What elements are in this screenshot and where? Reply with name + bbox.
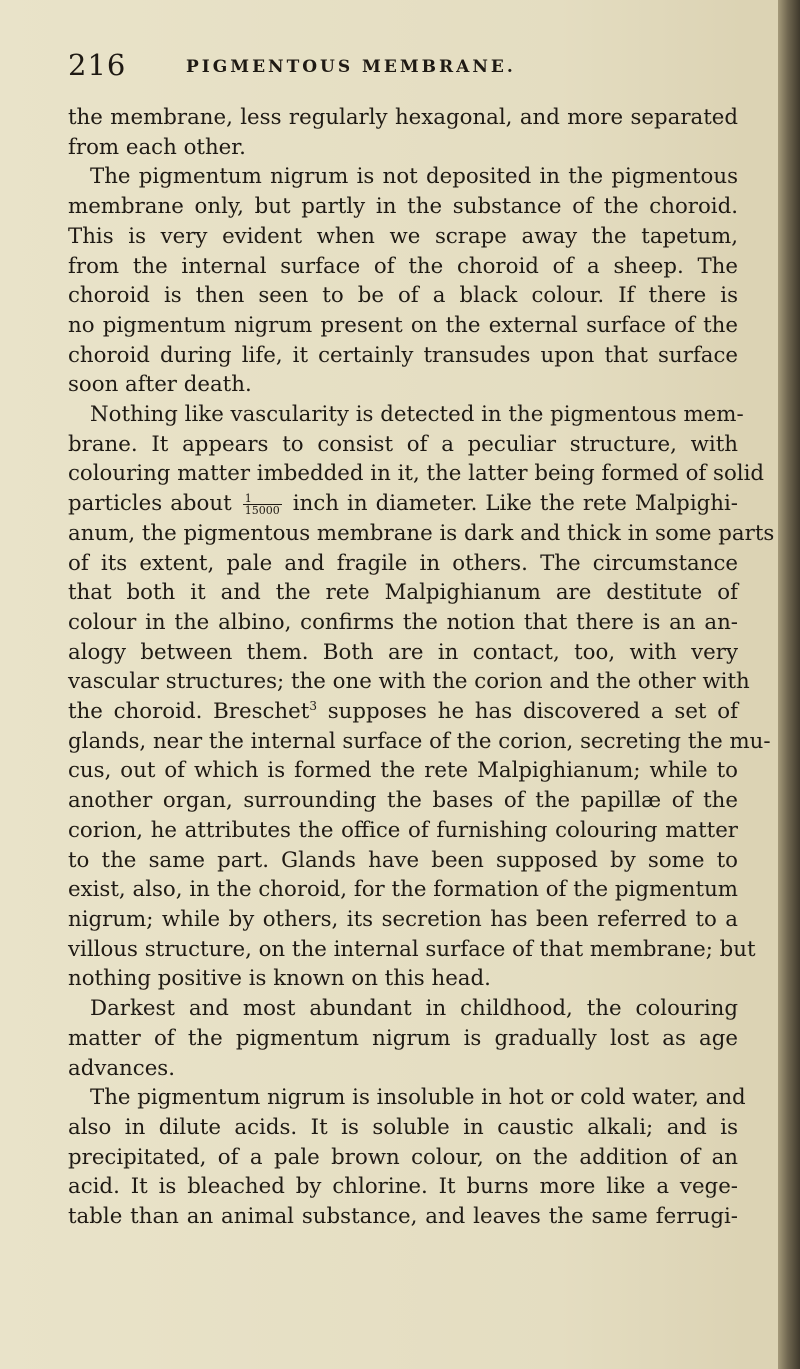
line-text: from each other. xyxy=(68,134,246,160)
text-line xyxy=(68,489,738,519)
text-line xyxy=(68,727,771,757)
text-line xyxy=(68,341,738,371)
text-line xyxy=(68,994,738,1024)
line-text: table than an animal substance, and leaves the same ferrugi- xyxy=(68,1204,738,1230)
fraction-denominator: 15000 xyxy=(244,504,280,518)
text-line xyxy=(68,370,738,400)
text-line xyxy=(68,252,738,282)
text-line xyxy=(68,638,738,668)
line-text: colour in the albino, confirms the notion that there is an an- xyxy=(68,609,738,635)
text-line xyxy=(68,549,738,579)
text-line xyxy=(68,756,738,786)
line-text: exist, also, in the choroid, for the formation of the pigmentum xyxy=(68,877,738,903)
text-line xyxy=(68,1143,738,1173)
text-line xyxy=(68,459,765,489)
text-line xyxy=(68,667,750,697)
line-text: the membrane, less regularly hexagonal, and more separated xyxy=(68,105,738,130)
line-text: colouring matter imbedded in it, the latter being formed of solid xyxy=(68,461,765,487)
page-header xyxy=(68,48,728,88)
text-line xyxy=(68,1113,738,1143)
line-text: cus, out of which is formed the rete Malpighianum; while to xyxy=(68,758,738,784)
text-line xyxy=(68,875,738,905)
text-line xyxy=(68,786,738,816)
text-line xyxy=(68,519,775,549)
text-line xyxy=(68,430,738,460)
line-text: from the internal surface of the choroid of a sheep. The xyxy=(68,253,738,279)
text-line xyxy=(68,964,738,994)
line-text: also in dilute acids. It is soluble in caustic alkali; and is xyxy=(68,1114,738,1140)
line-text: matter of the pigmentum nigrum is gradually lost as age xyxy=(68,1025,738,1051)
line-text: advances. xyxy=(68,1055,176,1081)
text-line xyxy=(68,103,738,133)
text-line xyxy=(68,133,738,163)
line-text: anum, the pigmentous membrane is dark and thick in some parts xyxy=(68,520,775,546)
line-text: to the same part. Glands have been supposed by some to xyxy=(68,847,738,873)
line-text: glands, near the internal surface of the corion, secreting the mu- xyxy=(68,728,771,754)
page-edge xyxy=(778,0,800,1369)
text-line xyxy=(68,935,756,965)
line-text: vascular structures; the one with the corion and the other with xyxy=(68,669,750,695)
text-line xyxy=(68,697,738,727)
line-text: The pigmentum nigrum is not deposited in the pigmentous xyxy=(90,164,738,190)
text-line xyxy=(68,281,738,311)
body-text xyxy=(68,103,775,1232)
line-text: This is very evident when we scrape away the tapetum, xyxy=(68,223,738,249)
text-line xyxy=(68,816,738,846)
line-text: Darkest and most abundant in childhood, the colouring xyxy=(90,996,738,1022)
text-line xyxy=(68,905,738,935)
line-text: that both it and the rete Malpighianum are destitute of xyxy=(68,580,738,606)
text-line xyxy=(68,578,738,608)
text-line xyxy=(68,1054,738,1084)
line-text: the choroid. Breschet xyxy=(68,699,310,725)
line-text: precipitated, of a pale brown colour, on the addition of an xyxy=(68,1144,738,1170)
line-text: choroid is then seen to be of a black colour. If there is xyxy=(68,283,738,309)
text-line xyxy=(68,1172,738,1202)
text-line xyxy=(68,846,738,876)
footnote-marker: 3 xyxy=(309,698,317,713)
line-text: nothing positive is known on this head. xyxy=(68,966,491,992)
line-text-continued: inch in diameter. Like the rete Malpighi- xyxy=(292,491,738,517)
text-line xyxy=(68,400,744,430)
line-text: The pigmentum nigrum is insoluble in hot or cold water, and xyxy=(90,1085,746,1111)
line-text: soon after death. xyxy=(68,372,252,398)
line-text: of its extent, pale and fragile in others. The circumstance xyxy=(68,550,738,576)
line-text-continued: supposes he has discovered a set of xyxy=(327,699,738,725)
text-line xyxy=(68,1083,746,1113)
line-text: brane. It appears to consist of a peculiar structure, with xyxy=(68,431,738,457)
text-line xyxy=(68,311,738,341)
line-text: membrane only, but partly in the substance of the choroid. xyxy=(68,194,738,220)
fraction xyxy=(243,493,282,516)
text-line xyxy=(68,222,738,252)
line-text: villous structure, on the internal surface of that membrane; but xyxy=(68,936,756,962)
line-text: alogy between them. Both are in contact, too, with very xyxy=(68,639,738,665)
page-number: 216 xyxy=(68,48,127,82)
line-text: particles about xyxy=(68,491,232,517)
text-line xyxy=(68,608,738,638)
fraction-numerator: 1 xyxy=(243,493,282,505)
running-head: PIGMENTOUS MEMBRANE. xyxy=(186,57,516,77)
text-line xyxy=(68,192,738,222)
text-line xyxy=(68,1202,738,1232)
line-text: another organ, surrounding the bases of the papillæ of the xyxy=(68,788,738,814)
line-text: corion, he attributes the office of furnishing colouring matter xyxy=(68,817,738,843)
text-line xyxy=(68,162,738,192)
line-text: acid. It is bleached by chlorine. It burns more like a vege- xyxy=(68,1174,738,1200)
line-text: no pigmentum nigrum present on the external surface of the xyxy=(68,312,738,338)
line-text: nigrum; while by others, its secretion has been referred to a xyxy=(68,906,738,932)
line-text: Nothing like vascularity is detected in the pigmentous mem- xyxy=(90,402,744,428)
text-line xyxy=(68,1024,738,1054)
line-text: choroid during life, it certainly transudes upon that surface xyxy=(68,342,738,368)
